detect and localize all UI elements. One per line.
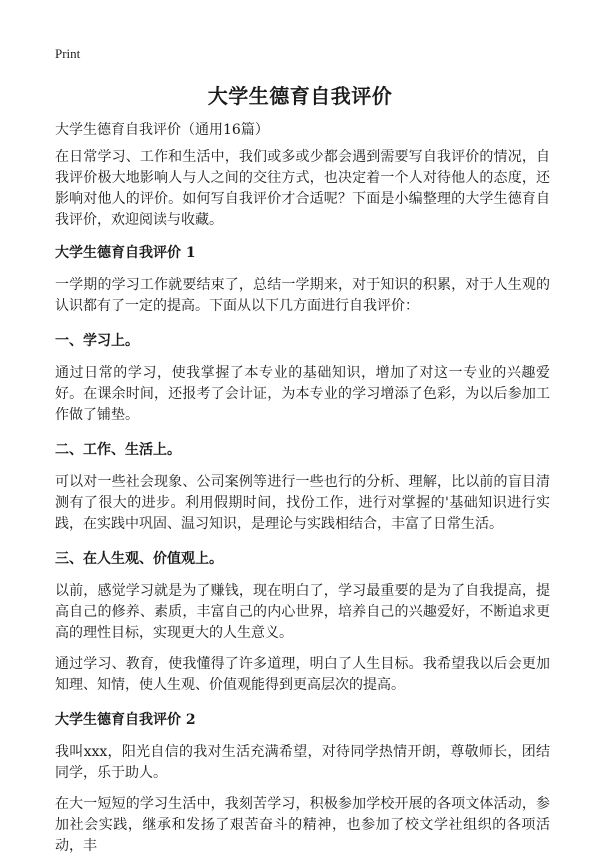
document-body bbox=[55, 120, 550, 867]
article-2-paragraph-2: 在大一短短的学习生活中，我刻苦学习，积极参加学校开展的各项文体活动，参加社会实践，继承和发扬了艰苦奋斗的精神，也参加了校文学社组织的各项活动，丰 bbox=[55, 796, 550, 854]
article-1-heading: 大学生德育自我评价 1 bbox=[55, 245, 196, 261]
intro-paragraph: 在日常学习、工作和生活中，我们或多或少都会遇到需要写自我评价的情况，自我评价极大地影响人与人之间的交往方式，也决定着一个人对待他人的态度，还影响对他人的评价。如何写自我评价才合适呢？下面是小编整理的大学生德育自我评价，欢迎阅读与收藏。 bbox=[55, 149, 550, 228]
section-values-paragraph-2: 通过学习、教育，使我懂得了许多道理，明白了人生目标。我希望我以后会更加知理、知情，使人生观、价值观能得到更高层次的提高。 bbox=[55, 656, 550, 693]
article-1-intro: 一学期的学习工作就要结束了，总结一学期来，对于知识的积累，对于人生观的认识都有了一定的提高。下面从以下几方面进行自我评价： bbox=[55, 277, 550, 314]
section-values-heading: 三、在人生观、价值观上。 bbox=[55, 551, 223, 567]
print-link[interactable]: Print bbox=[55, 46, 81, 61]
section-study-heading: 一、学习上。 bbox=[55, 333, 139, 349]
article-2-paragraph-1: 我叫xxx，阳光自信的我对生活充满希望，对待同学热情开朗，尊敬师长，团结同学，乐于助人。 bbox=[55, 744, 550, 781]
section-study-paragraph: 通过日常的学习，使我掌握了本专业的基础知识，增加了对这一专业的兴趣爱好。在课余时间，还报考了会计证，为本专业的学习增添了色彩，为以后参加工作做了铺垫。 bbox=[55, 365, 550, 423]
article-2-heading: 大学生德育自我评价 2 bbox=[55, 712, 196, 728]
section-work-life-heading: 二、工作、生活上。 bbox=[55, 442, 181, 458]
section-values-paragraph-1: 以前，感觉学习就是为了赚钱，现在明白了，学习最重要的是为了自我提高，提高自己的修养、素质，丰富自己的内心世界，培养自己的兴趣爱好，不断追求更高的理性目标，实现更大的人生意义。 bbox=[55, 583, 550, 641]
document-subtitle: 大学生德育自我评价（通用16篇） bbox=[55, 122, 269, 138]
section-work-life-paragraph: 可以对一些社会现象、公司案例等进行一些也行的分析、理解，比以前的盲目清测有了很大的进步。利用假期时间，找份工作，进行对掌握的'基础知识进行实践，在实践中巩固、温习知识，是理论与实践相结合，丰富了日常生活。 bbox=[55, 474, 550, 532]
page-title: 大学生德育自我评价 bbox=[207, 84, 393, 108]
